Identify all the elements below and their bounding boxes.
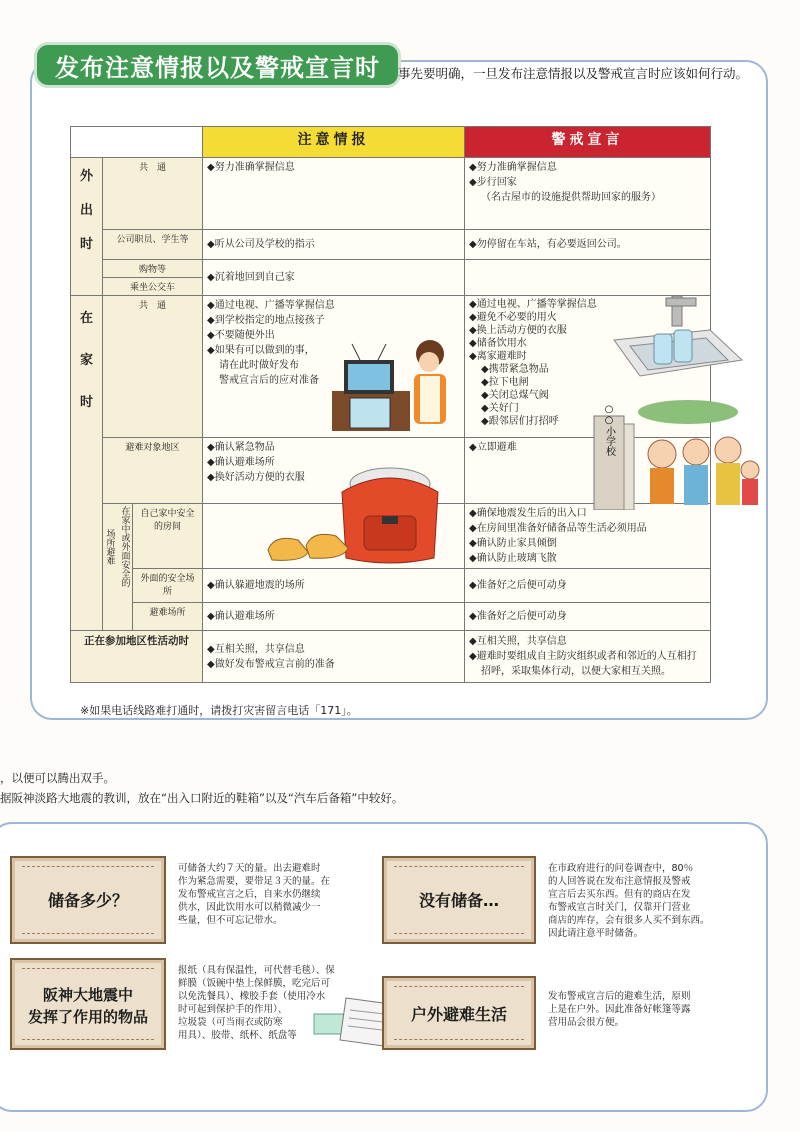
page-subtitle: 事先要明确，一旦发布注意情报以及警戒宣言时应该如何行动。 (398, 66, 749, 81)
cell-shelter-caution (203, 603, 465, 631)
text-line: 发布警戒宣言后的避难生活，原则 (548, 991, 691, 1002)
group-home-label: 在家时 (79, 311, 93, 410)
text-line: 因此请注意平时储备。 (548, 928, 644, 939)
line: ◆换上活动方便的衣服 (469, 325, 567, 336)
cell-safe-room-warning (465, 504, 711, 569)
board-outdoor (382, 976, 536, 1050)
text-line: 布警戒宣言时关门，仅靠开门营业 (548, 902, 691, 913)
row-home-common-label: 共 通 (103, 296, 203, 438)
line: ◆沉着地回到自己家 (207, 272, 295, 283)
header-warning: 警戒宣言 (465, 127, 711, 158)
board-hanshin (10, 958, 166, 1050)
board-storage-amount (10, 856, 166, 944)
shelter-subgroup-label: 在家中或外面安全的 (119, 506, 130, 587)
line: ◆确认紧急物品 (207, 442, 275, 453)
line: ◆确认防止家具倾倒 (469, 538, 557, 549)
line: ◆确认躲避地震的场所 (207, 580, 305, 591)
board-hanshin-title-2: 发挥了作用的物品 (27, 1008, 148, 1026)
line: ◆到学校指定的地点接孩子 (207, 315, 325, 326)
row-workers-label: 公司职员、学生等 (103, 230, 203, 260)
line: ◆确认避难场所 (207, 457, 275, 468)
row-safe-room-label: 自己家中安全的房间 (133, 504, 203, 569)
header-blank (71, 127, 203, 158)
line: ◆携带紧急物品 (481, 364, 549, 375)
cell-community-caution (203, 631, 465, 683)
group-outside-label: 外出时 (79, 169, 93, 252)
line: ◆关好门 (481, 403, 519, 414)
phone-note: ※如果电话线路难打通时，请拨打灾害留言电话「171」。 (80, 704, 358, 717)
cell-shopping-caution (203, 260, 465, 296)
line: ◆储备饮用水 (469, 338, 527, 349)
line: （名古屋市的设施提供帮助回家的服务） (481, 192, 661, 203)
group-outside (71, 158, 103, 296)
row-transit-label: 乘坐公交车 (103, 278, 203, 296)
text-line: 发布警戒宣言之后，自来水仍继续 (178, 889, 321, 900)
cell-shelter-warning (465, 603, 711, 631)
line: ◆避难时要组成自主防灾组织或者和邻近的人互相打 (469, 651, 697, 662)
line: ◆拉下电闸 (481, 377, 529, 388)
mid-text-line-1: ，以便可以腾出双手。 (0, 771, 115, 785)
row-outside-common-label: 共 通 (103, 158, 203, 230)
text-line: 垃圾袋（可当雨衣或防寒 (178, 1017, 283, 1028)
board-no-storage (382, 856, 536, 944)
outdoor-text (548, 990, 691, 1029)
text-line: 在市政府进行的问卷调查中，80％ (548, 863, 694, 874)
line: ◆通过电视、广播等掌握信息 (469, 299, 597, 310)
line: ◆如果有可以做到的事， (207, 345, 315, 356)
line: ◆准备好之后便可动身 (469, 611, 567, 622)
line: 招呼，采取集体行动，以便大家相互关照。 (481, 666, 671, 677)
text-line: 的人回答说在发布注意情报及警戒 (548, 876, 691, 887)
header-caution: 注意情报 (203, 127, 465, 158)
line: ◆立即避难 (469, 442, 517, 453)
text-line: 商店的库存，会有很多人买不到东西。 (548, 915, 710, 926)
line: ◆跟邻居们打招呼 (481, 416, 559, 427)
cell-workers-caution (203, 230, 465, 260)
line: ◆互相关照，共享信息 (469, 636, 567, 647)
board-no-storage-title: 没有储备… (418, 891, 499, 910)
cell-workers-warning (465, 230, 711, 260)
shoes-illustration (264, 522, 354, 566)
line: ◆换好活动方便的衣服 (207, 472, 305, 483)
row-shelter-label: 避难场所 (133, 603, 203, 631)
text-line: 报纸（具有保温性，可代替毛毯）、保 (178, 965, 335, 976)
line: ◆努力准确掌握信息 (469, 162, 557, 173)
line: ◆关闭总煤气阀 (481, 390, 549, 401)
board-storage-amount-title: 储备多少？ (47, 891, 128, 910)
line: ◆在房间里准备好储备品等生活必须用品 (469, 523, 647, 534)
row-evac-area-label: 避难对象地区 (103, 438, 203, 504)
line: ◆避免不必要的用火 (469, 312, 557, 323)
text-line: 鲜膜（饭碗中垫上保鲜膜，吃完后可 (178, 978, 331, 989)
text-line: 供水，因此饮用水可以稍微减少一 (178, 902, 321, 913)
shelter-group-label: 场所避难 (104, 528, 115, 565)
line: ◆做好发布警戒宣言前的准备 (207, 658, 335, 670)
board-outdoor-title: 户外避难生活 (410, 1005, 507, 1024)
line: 警戒宣言后的应对准备 (219, 375, 319, 386)
text-line: 用具）、胶带、纸杯、纸盘等 (178, 1030, 297, 1041)
line: ◆确保地震发生后的出入口 (469, 508, 587, 519)
text-line: 时可起到保护手的作用）、 (178, 1004, 288, 1015)
evacuation-to-school-illustration (588, 400, 768, 510)
no-storage-text (548, 862, 710, 940)
line: ◆听从公司及学校的指示 (207, 239, 315, 250)
section-title-tab (34, 42, 401, 88)
text-line: 上是在户外。因此准备好帐篷等露 (548, 1004, 691, 1015)
tv-listening-illustration (330, 336, 450, 436)
group-home (71, 296, 103, 631)
text-line: 宣言后去买东西。但有的商店在发 (548, 889, 691, 900)
shelter-group-labels (104, 506, 131, 587)
text-line: 作为紧急需要，要带足３天的量。在 (178, 876, 331, 887)
shelter-group-cell (103, 504, 133, 631)
row-shopping-label: 购物等 (103, 260, 203, 278)
line: ◆确认防止玻璃飞散 (469, 553, 557, 564)
board-hanshin-title-1: 阪神大地震中 (42, 986, 133, 1004)
water-storage-sink-illustration (610, 290, 745, 390)
line: ◆努力准确掌握信息 (207, 162, 295, 173)
cell-outside-common-caution (203, 158, 465, 230)
text-line: 可储备大约７天的量。出去避难时 (178, 863, 321, 874)
row-outside-safe-label: 外面的安全场所 (133, 569, 203, 603)
row-community-label: 正在参加地区性活动时 (71, 631, 203, 683)
page-title: 发布注意情报以及警戒宣言时 (55, 53, 380, 82)
line: ◆勿停留在车站，有必要返回公司。 (469, 239, 627, 250)
text-line: 营用品会很方便。 (548, 1017, 625, 1028)
cell-outside-safe-caution (203, 569, 465, 603)
school-sign: ○○小学校 (603, 404, 615, 456)
text-line: 以免洗餐具）、橡胶手套（使用冷水 (178, 991, 326, 1002)
line: ◆互相关照，共享信息 (207, 643, 305, 655)
line: ◆准备好之后便可动身 (469, 580, 567, 591)
cell-community-warning (465, 631, 711, 683)
line: ◆离家避难时 (469, 351, 527, 362)
line: ◆通过电视、广播等掌握信息 (207, 300, 335, 311)
cell-outside-common-warning (465, 158, 711, 230)
line: ◆确认避难场所 (207, 611, 275, 622)
line: 请在此时做好发布 (219, 360, 299, 371)
line: ◆不要随便外出 (207, 330, 275, 341)
cell-outside-safe-warning (465, 569, 711, 603)
mid-text-line-2: 据阪神淡路大地震的教训，放在“出入口附近的鞋箱”以及“汽车后备箱”中较好。 (0, 791, 404, 805)
text-line: 些量，但不可忘记带水。 (178, 915, 283, 926)
storage-amount-text (178, 862, 330, 927)
line: ◆步行回家 (469, 177, 517, 188)
